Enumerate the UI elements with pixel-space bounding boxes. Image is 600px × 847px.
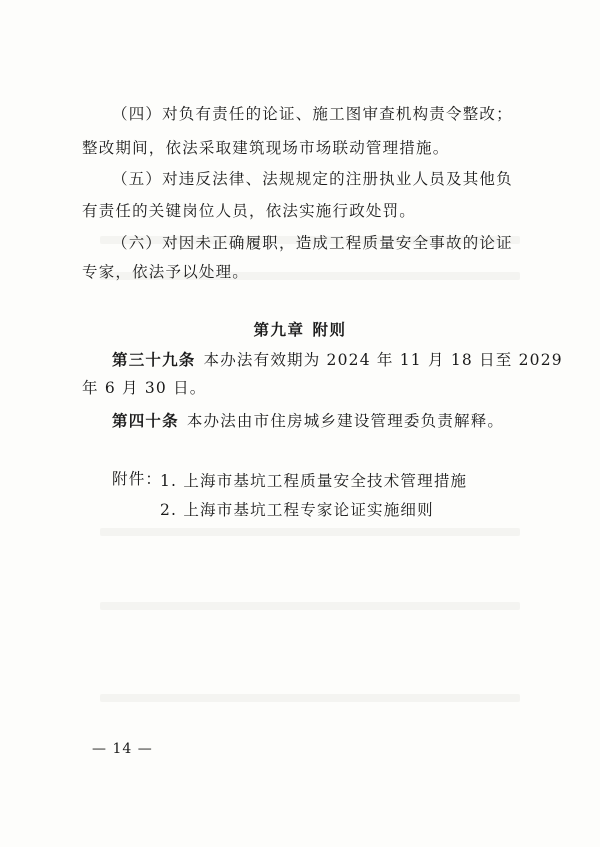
article-40-title: 第四十条: [112, 411, 179, 430]
clause-5-line-2: 有责任的关键岗位人员，依法实施行政处罚。: [82, 202, 417, 220]
article-40: [112, 411, 504, 431]
attachment-item-1: 1. 上海市基坑工程质量安全技术管理措施: [160, 472, 468, 490]
page-number: — 14 —: [92, 741, 153, 757]
article-39-line-1: [112, 350, 563, 370]
chapter-number: 第九章: [253, 320, 305, 339]
attachment-row-1: [112, 469, 162, 489]
article-39-text: 本办法有效期为 2024 年 11 月 18 日至 2029: [203, 351, 563, 369]
article-39-title: 第三十九条: [112, 350, 196, 369]
attachment-item-2: 2. 上海市基坑工程专家论证实施细则: [160, 501, 434, 519]
article-40-text: 本办法由市住房城乡建设管理委负责解释。: [186, 412, 505, 430]
bleed-through-line: [100, 694, 520, 702]
clause-5-line-1: （五）对违反法律、法规规定的注册执业人员及其他负: [112, 170, 513, 188]
bleed-through-line: [100, 528, 520, 536]
chapter-heading: [0, 318, 600, 340]
attachments-label: 附件：: [112, 470, 163, 488]
clause-6-line-2: 专家，依法予以处理。: [82, 263, 250, 281]
clause-4-line-2: 整改期间，依法采取建筑现场市场联动管理措施。: [82, 139, 450, 157]
bleed-through-line: [100, 602, 520, 610]
chapter-name: 附则: [312, 320, 347, 339]
clause-4-line-1: （四）对负有责任的论证、施工图审查机构责令整改；: [112, 105, 513, 123]
clause-6-line-1: （六）对因未正确履职，造成工程质量安全事故的论证: [112, 234, 513, 252]
article-39-line-2: 年 6 月 30 日。: [82, 379, 207, 397]
